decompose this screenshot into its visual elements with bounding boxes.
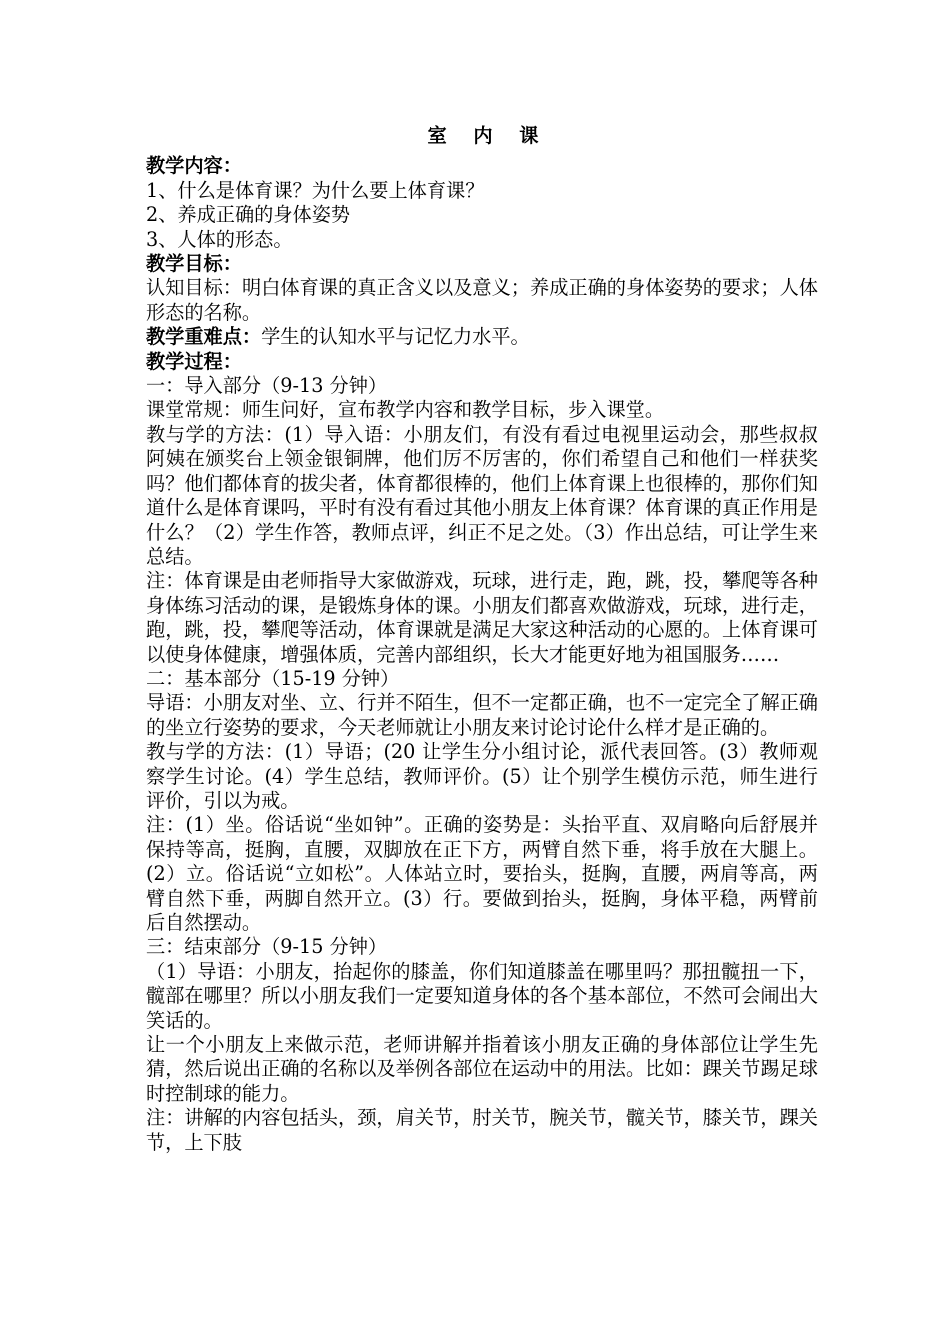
difficulty-label: 教学重难点： [146,325,262,349]
part1-routine: 课堂常规：师生问好，宣布教学内容和教学目标，步入课堂。 [146,398,665,422]
goal-text: 认知目标：明白体育课的真正含义以及意义；养成正确的身体姿势的要求；人体形态的名称。 [146,276,818,324]
difficulty-text: 学生的认知水平与记忆力水平。 [261,325,530,349]
page-title: 室 内 课 [427,124,549,147]
part3-title: 三：结束部分（9-15 分钟） [146,935,388,959]
part1-title: 一：导入部分（9-13 分钟） [146,374,388,398]
part1-note: 注：体育课是由老师指导大家做游戏，玩球，进行走，跑，跳，投，攀爬等各种身体练习活动的课，是锻炼身体的课。小朋友们都喜欢做游戏，玩球，进行走，跑，跳，投，攀爬等活动，体育课就是满足大家这种活动的心愿的。上体育课可以使身体健康，增强体质，完善内部组织，长大才能更好地为祖国服务…… [146,569,818,666]
part3-note: 注：讲解的内容包括头，颈，肩关节，肘关节，腕关节，髋关节，膝关节，踝关节，上下肢 [146,1106,818,1154]
content-item-2: 2、养成正确的身体姿势 [146,203,351,227]
content-item-1: 1、什么是体育课？为什么要上体育课？ [146,178,485,202]
part2-method: 教与学的方法：(1）导语；(20 让学生分小组讨论，派代表回答。(3）教师观察学生讨论。(4）学生总结，教师评价。(5）让个别学生模仿示范，师生进行评价，引以为戒。 [146,740,818,812]
content-item-3: 3、人体的形态。 [146,227,293,251]
part2-intro: 导语：小朋友对坐、立、行并不陌生，但不一定都正确，也不一定完全了解正确的坐立行姿势的要求，今天老师就让小朋友来讨论讨论什么样才是正确的。 [146,691,818,739]
process-heading: 教学过程： [146,349,242,373]
difficulty-line [146,325,818,349]
part3-intro: （1）导语：小朋友，抬起你的膝盖，你们知道膝盖在哪里吗？那扭髋扭一下，髋部在哪里？所以小朋友我们一定要知道身体的各个基本部位，不然可会闹出大笑话的。 [146,959,818,1032]
part2-note: 注：(1）坐。俗话说“坐如钟”。正确的姿势是：头抬平直、双肩略向后舒展并保持等高，挺胸，直腰，双脚放在正下方，两臂自然下垂，将手放在大腿上。(2）立。俗话说“立如松”。人体站立时，要抬头，挺胸，直腰，两肩等高，两臂自然下垂，两脚自然开立。(3）行。要做到抬头，挺胸，身体平稳，两臂前后自然摆动。 [146,813,818,934]
part3-demo: 让一个小朋友上来做示范，老师讲解并指着该小朋友正确的身体部位让学生先猜，然后说出正确的名称以及举例各部位在运动中的用法。比如：踝关节踢足球时控制球的能力。 [146,1033,818,1105]
content-heading: 教学内容： [146,154,242,178]
part1-method: 教与学的方法：(1）导入语：小朋友们，有没有看过电视里运动会，那些叔叔阿姨在颁奖台上领金银铜牌，他们厉不厉害的，你们希望自己和他们一样获奖吗？他们都体育的拔尖者，体育都很棒的，他们上体育课上也很棒的，那你们知道什么是体育课吗，平时有没有看过其他小朋友上体育课？体育课的真正作用是什么？（2）学生作答，教师点评，纠正不足之处。（3）作出总结，可让学生来总结。 [146,422,818,568]
document-page [146,120,818,1155]
goal-heading: 教学目标： [146,252,242,276]
part2-title: 二：基本部分（15-19 分钟） [146,666,400,690]
